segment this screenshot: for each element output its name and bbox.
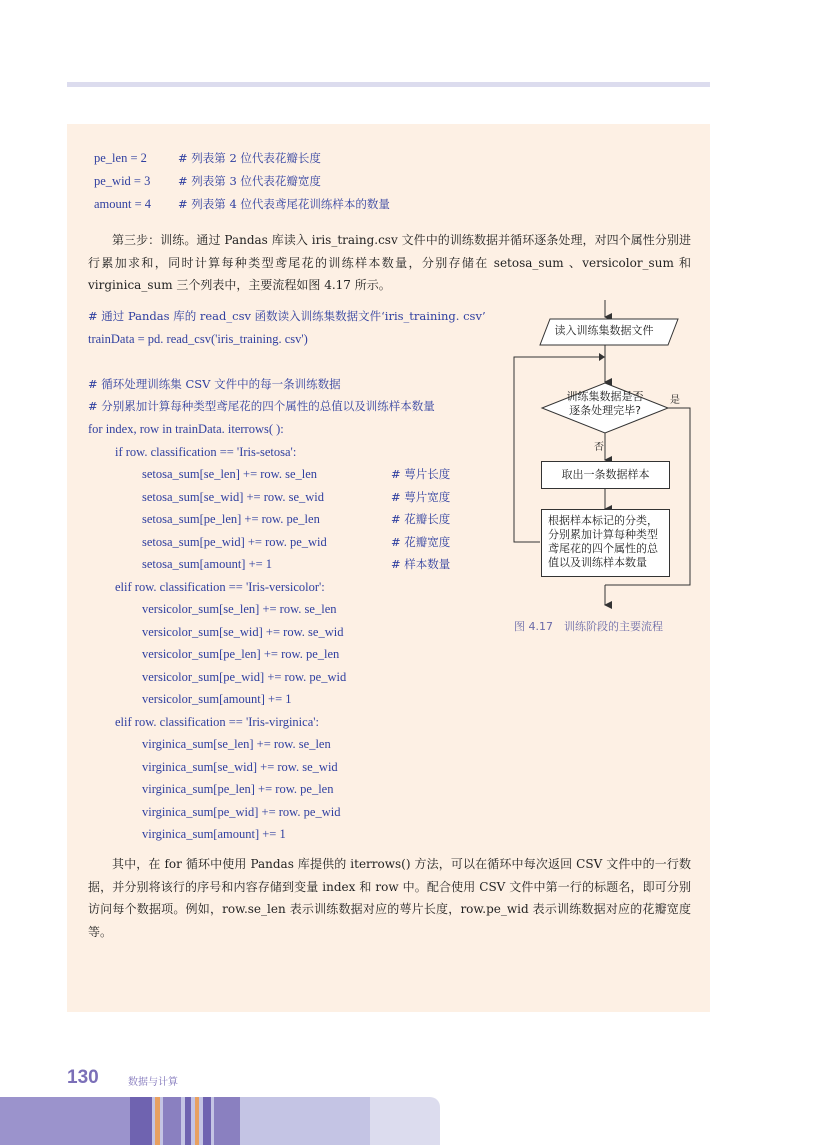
code-line: virginica_sum[pe_len] += row. pe_len	[142, 782, 334, 796]
footer-stripe	[214, 1097, 240, 1145]
code-comment: # 分别累加计算每种类型鸢尾花的四个属性的总值以及训练样本数量	[88, 399, 435, 413]
code-line: versicolor_sum[amount] += 1	[142, 692, 292, 706]
code-comment: # 列表第 2 位代表花瓣长度	[178, 151, 321, 165]
code-line: amount = 4	[94, 197, 152, 211]
footer-stripe	[203, 1097, 211, 1145]
flow-accumulate-line: 分别累加计算每种类型	[548, 528, 658, 541]
paragraph-explanation: 其中，在 for 循环中使用 Pandas 库提供的 iterrows() 方法，可以在循环中每次返回 CSV 文件中的一行数据，并分别将该行的序号和内容存储到变量 index 和 row 中。配合使用 CSV 文件中第一行的标题名，即可分别访问每个数据项。例如，row.se_len 表示训练数据对应的萼片长度，row.pe_wid 表示训练数据对应的花瓣宽度等。	[88, 857, 691, 939]
code-line: versicolor_sum[se_wid] += row. se_wid	[142, 625, 344, 639]
code-line: setosa_sum[pe_len] += row. pe_len	[142, 512, 320, 526]
footer-stripe	[195, 1097, 199, 1145]
code-line: virginica_sum[pe_wid] += row. pe_wid	[142, 805, 341, 819]
figure-caption: 图 4.17 训练阶段的主要流程	[514, 620, 663, 633]
code-line: elif row. classification == 'Iris-virginica':	[115, 715, 319, 729]
flow-take-sample: 取出一条数据样本	[561, 468, 650, 481]
code-line: if row. classification == 'Iris-setosa':	[115, 445, 297, 459]
code-line: setosa_sum[pe_wid] += row. pe_wid	[142, 535, 327, 549]
code-line: pe_wid = 3	[94, 174, 151, 188]
code-comment: # 列表第 4 位代表鸢尾花训练样本的数量	[178, 197, 390, 211]
flow-decision-line2: 逐条处理完毕?	[569, 404, 641, 417]
code-comment: # 样本数量	[391, 557, 451, 571]
flow-yes-label: 是	[670, 395, 680, 406]
flow-take-sample-box	[541, 461, 670, 489]
page-number: 130	[67, 1067, 99, 1088]
code-comment: # 萼片长度	[391, 467, 451, 481]
code-line: setosa_sum[se_len] += row. se_len	[142, 467, 318, 481]
code-line: versicolor_sum[pe_wid] += row. pe_wid	[142, 670, 347, 684]
footer-stripe	[163, 1097, 181, 1145]
footer-stripe	[155, 1097, 160, 1145]
code-comment: # 萼片宽度	[391, 490, 451, 504]
code-line: versicolor_sum[se_len] += row. se_len	[142, 602, 337, 616]
code-line: setosa_sum[se_wid] += row. se_wid	[142, 490, 325, 504]
flow-read-file: 读入训练集数据文件	[554, 324, 654, 337]
header-rule	[67, 82, 710, 87]
flow-no-label: 否	[594, 442, 604, 453]
footer-stripe	[185, 1097, 191, 1145]
code-comment: # 花瓣宽度	[391, 535, 451, 549]
footer-bar-dark	[0, 1097, 130, 1145]
code-line: elif row. classification == 'Iris-versicolor':	[115, 580, 325, 594]
code-line: virginica_sum[amount] += 1	[142, 827, 286, 841]
paragraph-step3: 第三步：训练。通过 Pandas 库读入 iris_traing.csv 文件中的训练数据并循环逐条处理，对四个属性分别进行累加求和，同时计算每种类型鸢尾花的训练样本数量，分别存储在 setosa_sum 、versicolor_sum 和 virginica_sum 三个列表中，主要流程如图 4.17 所示。	[88, 233, 691, 292]
flow-accumulate-line: 鸢尾花的四个属性的总	[548, 542, 658, 555]
code-line: trainData = pd. read_csv('iris_training. csv')	[88, 332, 308, 346]
flow-decision-line1: 训练集数据是否	[566, 390, 644, 403]
code-comment: # 花瓣长度	[391, 512, 451, 526]
code-line: for index, row in trainData. iterrows( ):	[88, 422, 284, 436]
flow-accumulate-box	[541, 509, 670, 577]
code-line: virginica_sum[se_len] += row. se_len	[142, 737, 331, 751]
code-comment: # 列表第 3 位代表花瓣宽度	[178, 174, 321, 188]
book-title: 数据与计算	[128, 1077, 178, 1088]
code-line: versicolor_sum[pe_len] += row. pe_len	[142, 647, 340, 661]
code-line: pe_len = 2	[94, 151, 147, 165]
flow-accumulate-line: 根据样本标记的分类，	[548, 514, 658, 527]
footer-stripe	[130, 1097, 152, 1145]
flow-accumulate-line: 值以及训练样本数量	[548, 556, 647, 569]
code-comment: # 通过 Pandas 库的 read_csv 函数读入训练集数据文件‘iris_training. csv’	[88, 309, 486, 323]
code-line: virginica_sum[se_wid] += row. se_wid	[142, 760, 338, 774]
code-comment: # 循环处理训练集 CSV 文件中的每一条训练数据	[88, 377, 341, 391]
code-line: setosa_sum[amount] += 1	[142, 557, 273, 571]
